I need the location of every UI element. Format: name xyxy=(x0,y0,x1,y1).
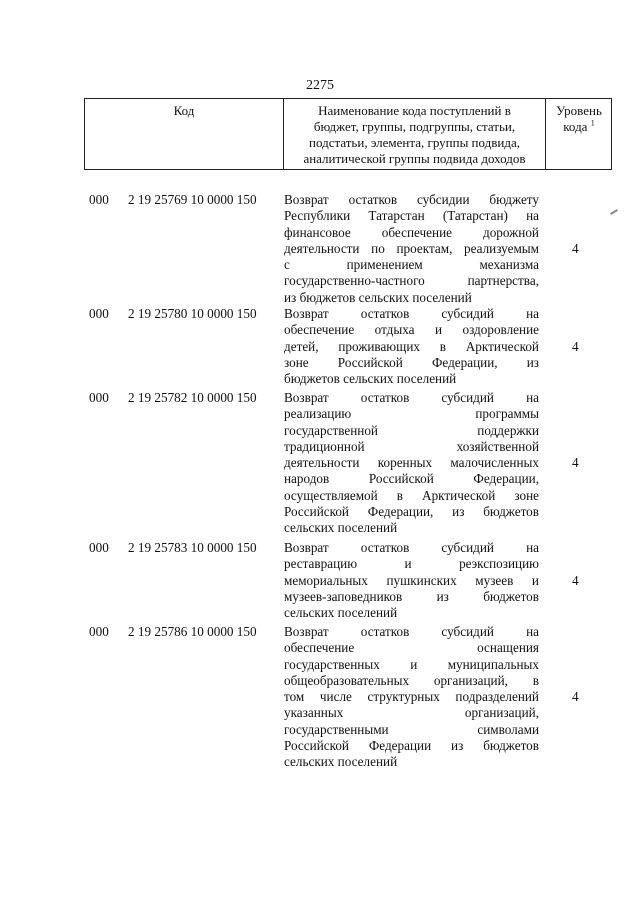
row-description-line: из бюджетов сельских поселений xyxy=(284,289,472,305)
row-description-line: сельских поселений xyxy=(284,605,398,621)
row-description-line: традиционной хозяйственной xyxy=(284,438,539,454)
row-description-line: государственной поддержки xyxy=(284,422,539,438)
row-description-line: Российской Федерации из бюджетов xyxy=(284,738,539,754)
row-income-code: 2 19 25782 10 0000 150 xyxy=(128,390,257,405)
header-level xyxy=(546,99,612,169)
table-header xyxy=(84,98,612,170)
row-description-line: сельских поселений xyxy=(284,520,398,536)
header-level-footnote: 1 xyxy=(590,118,595,128)
row-description-line: финансовое обеспечение дорожной xyxy=(284,224,539,240)
row-description-line: Возврат остатков субсидии бюджету xyxy=(284,192,539,207)
header-kod: Код xyxy=(85,99,284,169)
row-description-line: общеобразовательных организаций, в xyxy=(284,672,539,688)
row-admin-code: 000 xyxy=(89,390,109,405)
row-description-line: бюджетов сельских поселений xyxy=(284,371,457,387)
row-description-line: Возврат остатков субсидий на xyxy=(284,390,539,405)
row-income-code: 2 19 25769 10 0000 150 xyxy=(128,192,257,207)
row-admin-code: 000 xyxy=(89,192,109,207)
row-description xyxy=(284,306,539,387)
row-description-line: обеспечение оснащения xyxy=(284,640,539,656)
header-level-line2 xyxy=(546,119,612,135)
row-income-code: 2 19 25786 10 0000 150 xyxy=(128,624,257,639)
row-level: 4 xyxy=(572,455,579,471)
row-description-line: деятельности по проектам, реализуемым xyxy=(284,240,539,256)
row-description xyxy=(284,192,539,306)
header-level-line1: Уровень xyxy=(556,103,602,118)
row-description-line: указанных организаций, xyxy=(284,705,539,721)
page-number: 2275 xyxy=(306,78,334,93)
row-description xyxy=(284,390,539,537)
row-admin-code: 000 xyxy=(89,540,109,555)
row-description-line: деятельности коренных малочисленных xyxy=(284,455,539,471)
row-description-line: государственных и муниципальных xyxy=(284,656,539,672)
row-description-line: Возврат остатков субсидий на xyxy=(284,306,539,321)
row-description-line: Возврат остатков субсидий на xyxy=(284,624,539,639)
row-level: 4 xyxy=(572,572,579,588)
row-description-line: с применением механизма xyxy=(284,257,539,273)
row-description-line: народов Российской Федерации, xyxy=(284,471,539,487)
row-description-line: музеев-заповедников из бюджетов xyxy=(284,588,539,604)
row-level: 4 xyxy=(572,689,579,705)
header-name xyxy=(284,99,546,169)
row-income-code: 2 19 25780 10 0000 150 xyxy=(128,306,257,321)
row-description-line: мемориальных пушкинских музеев и xyxy=(284,572,539,588)
row-admin-code: 000 xyxy=(89,306,109,321)
row-admin-code: 000 xyxy=(89,624,109,639)
row-description-line: детей, проживающих в Арктической xyxy=(284,338,539,354)
row-description-line: зоне Российской Федерации, из xyxy=(284,354,539,370)
header-name-line: бюджет, группы, подгруппы, статьи, xyxy=(313,119,516,134)
row-description xyxy=(284,540,539,621)
row-description-line: Российской Федерации, из бюджетов xyxy=(284,504,539,520)
header-name-line: аналитической группы подвида доходов xyxy=(303,151,526,166)
row-description-line: Возврат остатков субсидий на xyxy=(284,540,539,555)
row-description-line: обеспечение отдыха и оздоровление xyxy=(284,322,539,338)
row-description-line: государственными символами xyxy=(284,721,539,737)
header-name-line: подстатьи, элемента, группы подвида, xyxy=(309,135,520,150)
row-description-line: реализацию программы xyxy=(284,406,539,422)
header-name-line: Наименование кода поступлений в xyxy=(318,103,511,118)
row-description-line: сельских поселений xyxy=(284,754,398,770)
row-description-line: том числе структурных подразделений xyxy=(284,689,539,705)
row-description-line: реставрацию и реэкспозицию xyxy=(284,556,539,572)
row-level: 4 xyxy=(572,338,579,354)
scan-artifact-mark xyxy=(610,209,618,215)
row-description-line: осуществляемой в Арктической зоне xyxy=(284,487,539,503)
row-description-line: Республики Татарстан (Татарстан) на xyxy=(284,208,539,224)
row-description-line: государственно-частного партнерства, xyxy=(284,273,539,289)
header-level-kod: кода xyxy=(563,119,588,134)
row-level: 4 xyxy=(572,240,579,256)
row-description xyxy=(284,624,539,771)
row-income-code: 2 19 25783 10 0000 150 xyxy=(128,540,257,555)
